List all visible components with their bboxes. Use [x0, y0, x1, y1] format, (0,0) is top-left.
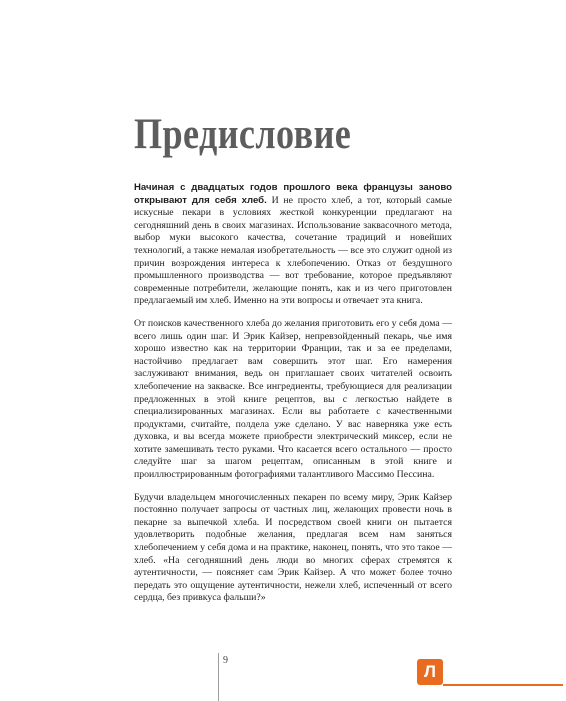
paragraph-3: Будучи владельцем многочисленных пекарен по всему миру, Эрик Кайзер постоянно получает запросы от частных лиц, желающих провести ночь в пекарне за выпечкой хлеба. И посредством своей книги он пытается удовлетворить подобные желания, предлагая всем нам заняться хлебопечением у себя дома и на практике, наконец, понять, что это такое — хлеб. «На сегодняшний день люди во многих сферах стремятся к аутентичности, — поясняет сам Эрик Кайзер. А что может более точно передать это ощущение аутентичности, нежели хлеб, испеченный от всего сердца, без привкуса фальши?» [134, 491, 452, 604]
lead-sentence: Начиная с двадцатых годов прошлого века французы заново открывают для себя хлеб. [134, 182, 452, 206]
publisher-logo-icon: Л [417, 659, 443, 685]
paragraph-1-text: И не просто хлеб, а тот, который самые искусные пекари в условиях жесткой конкуренции предлагают на сегодняшний день в своих магазинах. Использование заквасочного метода, выбор муки высокого качества, сочетание традиций и новейших технологий, а также немалая изобретательность — все это служит одной из причин возрождения интереса к хлебопечению. Отказ от бездушного промышленного производства — вот требование, которое предъявляют современные потребители, желающие понять, как и из чего приготовлен предлагаемый им хлеб. Именно на эти вопросы и отвечает эта книга. [134, 194, 453, 307]
paragraph-2: От поисков качественного хлеба до желания приготовить его у себя дома — всего лишь один шаг. И Эрик Кайзер, непревзойденный пекарь, чье имя хорошо известно как на территории Франции, так и за ее пределами, настойчиво предлагает вам совершить этот шаг. Его намерения заслуживают внимания, ведь он приглашает своих читателей освоить хлебопечение на закваске. Все ингредиенты, требующиеся для реализации предложенных в этой книге рецептов, вы с легкостью найдете в специализированных магазинах. Если вы работаете с качественными продуктами, считайте, полдела уже сделано. У вас наверняка уже есть духовка, и вы всегда можете приобрести электрический миксер, если не хотите замешивать тесто руками. Что касается всего остального — просто следуйте шаг за шагом рецептам, описанным в этой книге и проиллюстрированным фотографиями талантливого Массимо Пессина. [134, 317, 452, 481]
chapter-title: Предисловие [134, 111, 352, 158]
page-number: 9 [223, 655, 228, 666]
page-number-rule [218, 653, 219, 701]
body-text [134, 182, 452, 615]
paragraph-1 [134, 182, 452, 308]
logo-underline [443, 684, 563, 686]
